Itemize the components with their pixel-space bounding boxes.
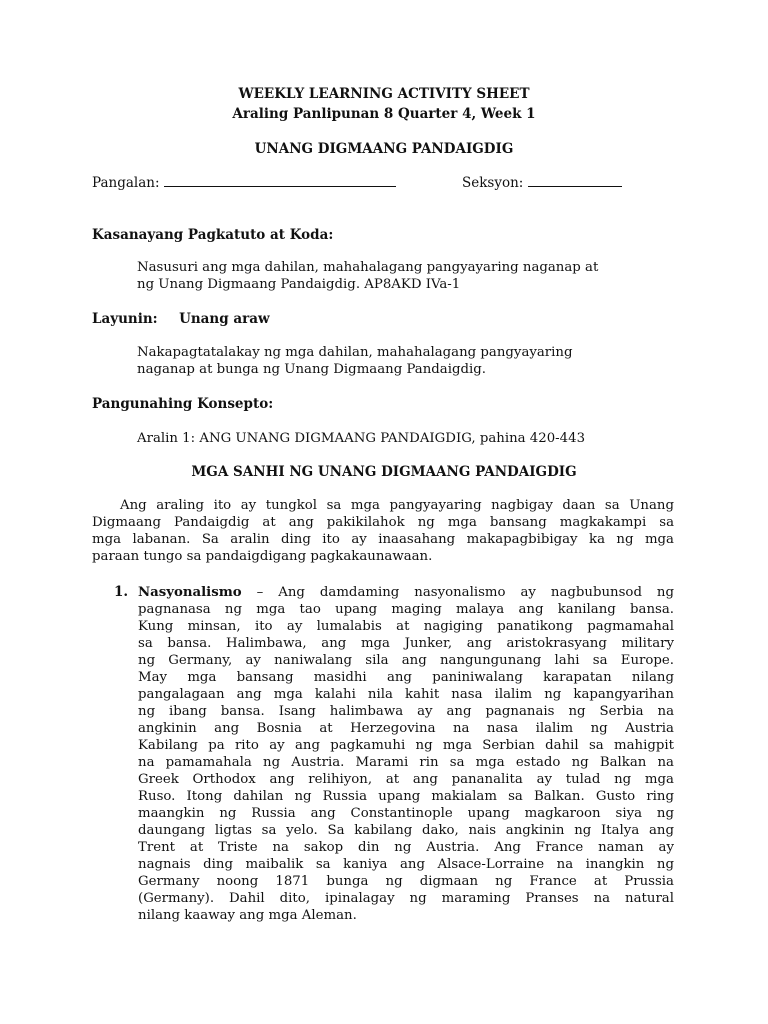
item-line: daungang ligtas sa yelo. Sa kabilang dako, nais angkinin ng Italya ang	[138, 823, 674, 838]
objective-day: Unang araw	[179, 311, 270, 327]
intro-line: Ang araling ito ay tungkol sa mga pangyayaring nagbigay daan sa Unang	[120, 498, 674, 513]
item-line: maangkin ng Russia ang Constantinople upang magkaroon siya ng	[138, 806, 674, 821]
intro-line: paraan tungo sa pandaigdigang pagkakaunawaan.	[92, 549, 433, 564]
intro-line: mga labanan. Sa aralin ding ito ay inaasahang makapagbibigay ka ng mga	[92, 532, 674, 547]
list-item-number: 1.	[114, 584, 129, 600]
concept-heading: Pangunahing Konsepto:	[92, 396, 274, 412]
item-line: Ruso. Itong dahilan ng Russia upang makialam sa Balkan. Gusto ring	[138, 789, 674, 804]
objective-label: Layunin:	[92, 311, 158, 327]
name-blank-line	[164, 185, 396, 187]
causes-heading: MGA SANHI NG UNANG DIGMAANG PANDAIGDIG	[191, 464, 577, 480]
list-item-nationalism	[138, 584, 674, 924]
topic-title: UNANG DIGMAANG PANDAIGDIG	[254, 141, 514, 157]
item-line: Trent at Triste na sakop din ng Austria. Ang France naman ay	[138, 840, 674, 855]
competency-line: Nasusuri ang mga dahilan, mahahalagang pangyayaring naganap at	[137, 260, 599, 275]
item-line: May mga bansang masidhi ang paniniwalang karapatan nilang	[138, 670, 674, 685]
item-line: Greek Orthodox ang relihiyon, at ang pananalita ay tulad ng mga	[138, 772, 674, 787]
item-line: nagnais ding maibalik sa kaniya ang Alsace-Lorraine na inangkin ng	[138, 857, 674, 872]
item-line: sa bansa. Halimbawa, ang mga Junker, ang aristokrasyang military	[138, 636, 674, 651]
name-label: Pangalan:	[92, 175, 160, 191]
intro-line: Digmaang Pandaigdig at ang pakikilahok ng mga bansang magkakampi sa	[92, 515, 674, 530]
sheet-subtitle: Araling Panlipunan 8 Quarter 4, Week 1	[232, 106, 536, 122]
item-line: ng ibang bansa. Isang halimbawa ay ang pagnanais ng Serbia na	[138, 704, 674, 719]
section-field	[462, 175, 622, 191]
item-line: Kabilang pa rito ay ang pagkamuhi ng mga Serbian dahil sa mahigpit	[138, 738, 674, 753]
intro-paragraph	[92, 497, 674, 565]
item-line: Germany noong 1871 bunga ng digmaan ng France at Prussia	[138, 874, 674, 889]
competency-line: ng Unang Digmaang Pandaigdig. AP8AKD IVa-1	[137, 277, 461, 292]
objective-heading	[92, 311, 270, 327]
competency-text	[137, 259, 663, 293]
item-term: Nasyonalismo	[138, 585, 242, 600]
name-field	[92, 175, 396, 191]
item-line: ng Germany, ay naniwalang sila ang nangungunang lahi sa Europe.	[138, 653, 674, 668]
item-first-rest: – Ang damdaming nasyonalismo ay nagbubunsod ng	[241, 585, 674, 600]
item-line: Kung minsan, ito ay lumalabis at nagiging panatikong pagmamahal	[138, 619, 674, 634]
objective-line: naganap at bunga ng Unang Digmaang Pandaigdig.	[137, 362, 487, 377]
item-line: pagnanasa ng mga tao upang maging malaya ang kanilang bansa.	[138, 602, 674, 617]
competency-heading: Kasanayang Pagkatuto at Koda:	[92, 227, 334, 243]
item-first-line	[138, 584, 674, 601]
section-label: Seksyon:	[462, 175, 524, 191]
objective-line: Nakapagtatalakay ng mga dahilan, mahahalagang pangyayaring	[137, 345, 573, 360]
item-line: pangalagaan ang mga kalahi nila kahit nasa ilalim ng kapangyarihan	[138, 687, 674, 702]
objective-text	[137, 344, 663, 378]
item-line: (Germany). Dahil dito, ipinalagay ng maraming Pranses na natural	[138, 891, 674, 906]
item-line: angkinin ang Bosnia at Herzegovina na nasa ilalim ng Austria	[138, 721, 674, 736]
sheet-title: WEEKLY LEARNING ACTIVITY SHEET	[238, 86, 530, 102]
item-line: nilang kaaway ang mga Aleman.	[138, 908, 357, 923]
lesson-reference: Aralin 1: ANG UNANG DIGMAANG PANDAIGDIG, pahina 420-443	[137, 431, 586, 446]
section-blank-line	[528, 185, 622, 187]
item-line: na pamamahala ng Austria. Marami rin sa mga estado ng Balkan na	[138, 755, 674, 770]
